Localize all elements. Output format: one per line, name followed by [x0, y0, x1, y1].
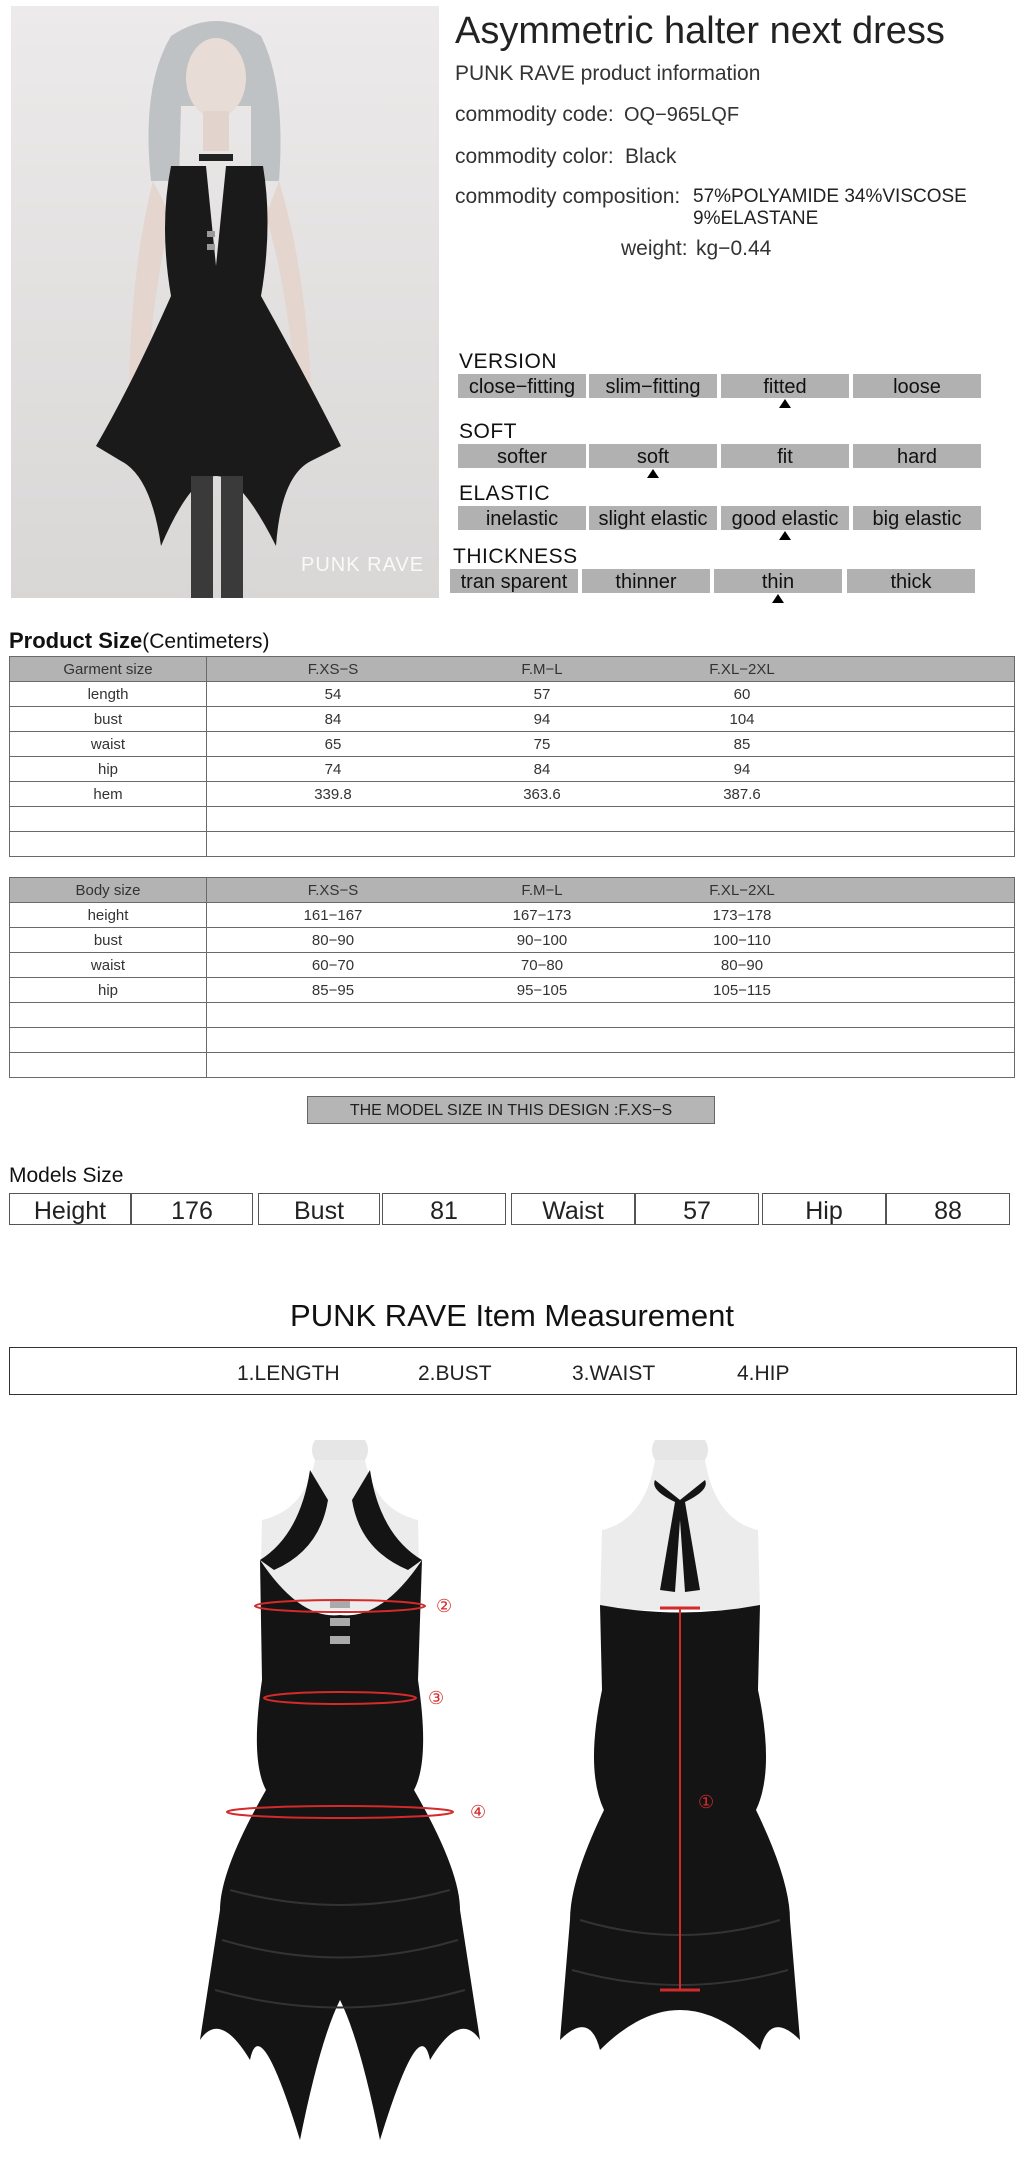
color-label: commodity color: — [455, 145, 614, 168]
selected-indicator-icon — [772, 594, 784, 603]
models-size-label: Hip — [762, 1193, 886, 1225]
cell-value: 70−80 — [520, 957, 564, 974]
rating-option: close−fitting — [458, 374, 586, 398]
rating-option: softer — [458, 444, 586, 468]
rating-title-version: VERSION — [459, 350, 558, 373]
row-values — [207, 1003, 1015, 1028]
cell-value: 75 — [533, 736, 551, 753]
cell-value: 65 — [324, 736, 342, 753]
table-row — [10, 903, 1015, 928]
table-row — [10, 782, 1015, 807]
models-size-value: 81 — [382, 1193, 506, 1225]
row-label: bust — [10, 707, 207, 732]
row-values — [207, 682, 1015, 707]
table-row — [10, 732, 1015, 757]
measurement-item-waist: 3.WAIST — [572, 1362, 656, 1385]
table-header-row — [10, 657, 1015, 682]
cell-value: 94 — [733, 761, 751, 778]
table-row — [10, 978, 1015, 1003]
table-row — [10, 1003, 1015, 1028]
row-values — [207, 1053, 1015, 1078]
row-values — [207, 707, 1015, 732]
rating-option: big elastic — [853, 506, 981, 530]
rating-option: fitted — [721, 374, 849, 398]
models-size-label: Height — [9, 1193, 131, 1225]
row-label — [10, 1028, 207, 1053]
rating-option: inelastic — [458, 506, 586, 530]
product-size-heading — [9, 628, 269, 654]
selected-indicator-icon — [779, 399, 791, 408]
row-values — [207, 757, 1015, 782]
rating-title-soft: SOFT — [459, 420, 517, 443]
table-header-label: Body size — [10, 878, 207, 903]
row-label: height — [10, 903, 207, 928]
model-size-note: THE MODEL SIZE IN THIS DESIGN :F.XS−S — [307, 1096, 715, 1124]
table-row — [10, 682, 1015, 707]
rating-option: tran sparent — [450, 569, 578, 593]
models-size-title: Models Size — [9, 1164, 124, 1187]
cell-value: 161−167 — [303, 907, 363, 924]
cell-value: 105−115 — [713, 982, 771, 999]
cell-value: 104 — [729, 711, 755, 728]
column-header: F.M−L — [521, 661, 563, 678]
cell-value: 339.8 — [314, 786, 352, 803]
row-label: waist — [10, 953, 207, 978]
info-line: PUNK RAVE product information — [455, 62, 761, 85]
column-header: F.XS−S — [307, 882, 359, 899]
body-size-table — [9, 877, 1015, 1078]
composition-label: commodity composition: — [455, 185, 681, 208]
row-values — [207, 732, 1015, 757]
row-label: bust — [10, 928, 207, 953]
row-values — [207, 657, 1015, 682]
table-row — [10, 707, 1015, 732]
product-photo — [11, 6, 439, 598]
row-values — [207, 903, 1015, 928]
cell-value: 173−178 — [712, 907, 772, 924]
row-values — [207, 878, 1015, 903]
cell-value: 85−95 — [311, 982, 355, 999]
hip-marker-label: ④ — [470, 1802, 487, 1823]
color-value: Black — [625, 145, 677, 168]
measurement-item-length: 1.LENGTH — [237, 1362, 340, 1385]
models-size-value: 57 — [635, 1193, 759, 1225]
selected-indicator-icon — [779, 531, 791, 540]
cell-value: 387.6 — [723, 786, 761, 803]
column-header: F.XL−2XL — [709, 882, 775, 899]
column-header: F.XL−2XL — [709, 661, 775, 678]
dress-front — [200, 1440, 486, 2140]
composition-line-1: 57%POLYAMIDE 34%VISCOSE — [693, 186, 967, 207]
rating-option: slight elastic — [589, 506, 717, 530]
rating-title-thickness: THICKNESS — [453, 545, 578, 568]
cell-value: 80−90 — [311, 932, 355, 949]
table-header-label: Garment size — [10, 657, 207, 682]
row-label: waist — [10, 732, 207, 757]
row-values — [207, 782, 1015, 807]
column-header: F.M−L — [521, 882, 563, 899]
weight-label: weight: — [621, 237, 688, 260]
table-row — [10, 832, 1015, 857]
models-size-label: Bust — [258, 1193, 380, 1225]
dress-back — [560, 1440, 800, 2050]
row-label — [10, 1053, 207, 1078]
row-values — [207, 953, 1015, 978]
row-values — [207, 832, 1015, 857]
cell-value: 54 — [324, 686, 342, 703]
row-label — [10, 832, 207, 857]
models-size-label: Waist — [511, 1193, 635, 1225]
composition-line-2: 9%ELASTANE — [693, 208, 819, 229]
cell-value: 95−105 — [516, 982, 568, 999]
rating-option: fit — [721, 444, 849, 468]
row-values — [207, 1028, 1015, 1053]
rating-option: hard — [853, 444, 981, 468]
row-label — [10, 1003, 207, 1028]
cell-value: 84 — [533, 761, 551, 778]
dress-measurement-svg — [200, 1440, 840, 2160]
code-label: commodity code: — [455, 103, 614, 126]
weight-value: kg−0.44 — [696, 237, 772, 260]
selected-indicator-icon — [647, 469, 659, 478]
row-label: hip — [10, 757, 207, 782]
models-size-value: 88 — [886, 1193, 1010, 1225]
row-values — [207, 928, 1015, 953]
rating-title-elastic: ELASTIC — [459, 482, 551, 505]
cell-value: 363.6 — [523, 786, 561, 803]
waist-marker-label: ③ — [428, 1688, 445, 1709]
cell-value: 74 — [324, 761, 342, 778]
column-header: F.XS−S — [307, 661, 359, 678]
measurement-title: PUNK RAVE Item Measurement — [290, 1298, 734, 1333]
size-unit: (Centimeters) — [142, 630, 270, 653]
rating-option: soft — [589, 444, 717, 468]
rating-option: loose — [853, 374, 981, 398]
dress-diagrams — [200, 1440, 840, 2165]
cell-value: 85 — [733, 736, 751, 753]
product-title: Asymmetric halter next dress — [455, 10, 945, 52]
length-marker-label: ① — [698, 1792, 715, 1813]
rating-option: slim−fitting — [589, 374, 717, 398]
measurement-item-bust: 2.BUST — [418, 1362, 492, 1385]
table-row — [10, 807, 1015, 832]
composition-value — [693, 186, 1013, 230]
cell-value: 167−173 — [512, 907, 572, 924]
row-values — [207, 978, 1015, 1003]
photo-watermark: PUNK RAVE — [301, 554, 425, 576]
cell-value: 94 — [533, 711, 551, 728]
table-row — [10, 757, 1015, 782]
garment-size-table — [9, 656, 1015, 857]
row-label: length — [10, 682, 207, 707]
models-size-value: 176 — [131, 1193, 253, 1225]
table-row — [10, 953, 1015, 978]
rating-option: thinner — [582, 569, 710, 593]
measurement-legend-box — [9, 1347, 1017, 1395]
rating-option: thin — [714, 569, 842, 593]
row-label — [10, 807, 207, 832]
size-heading-text: Product Size — [9, 628, 143, 653]
table-row — [10, 1028, 1015, 1053]
row-values — [207, 807, 1015, 832]
cell-value: 84 — [324, 711, 342, 728]
row-label: hip — [10, 978, 207, 1003]
table-row — [10, 928, 1015, 953]
cell-value: 90−100 — [516, 932, 568, 949]
cell-value: 100−110 — [713, 932, 771, 949]
measurement-item-hip: 4.HIP — [737, 1362, 790, 1385]
cell-value: 60 — [733, 686, 751, 703]
table-row — [10, 1053, 1015, 1078]
rating-option: thick — [847, 569, 975, 593]
cell-value: 60−70 — [311, 957, 355, 974]
bust-marker-label: ② — [436, 1596, 453, 1617]
table-header-row — [10, 878, 1015, 903]
code-value: OQ−965LQF — [624, 104, 740, 126]
row-label: hem — [10, 782, 207, 807]
cell-value: 80−90 — [720, 957, 764, 974]
model-illustration — [11, 6, 439, 598]
rating-option: good elastic — [721, 506, 849, 530]
cell-value: 57 — [533, 686, 551, 703]
